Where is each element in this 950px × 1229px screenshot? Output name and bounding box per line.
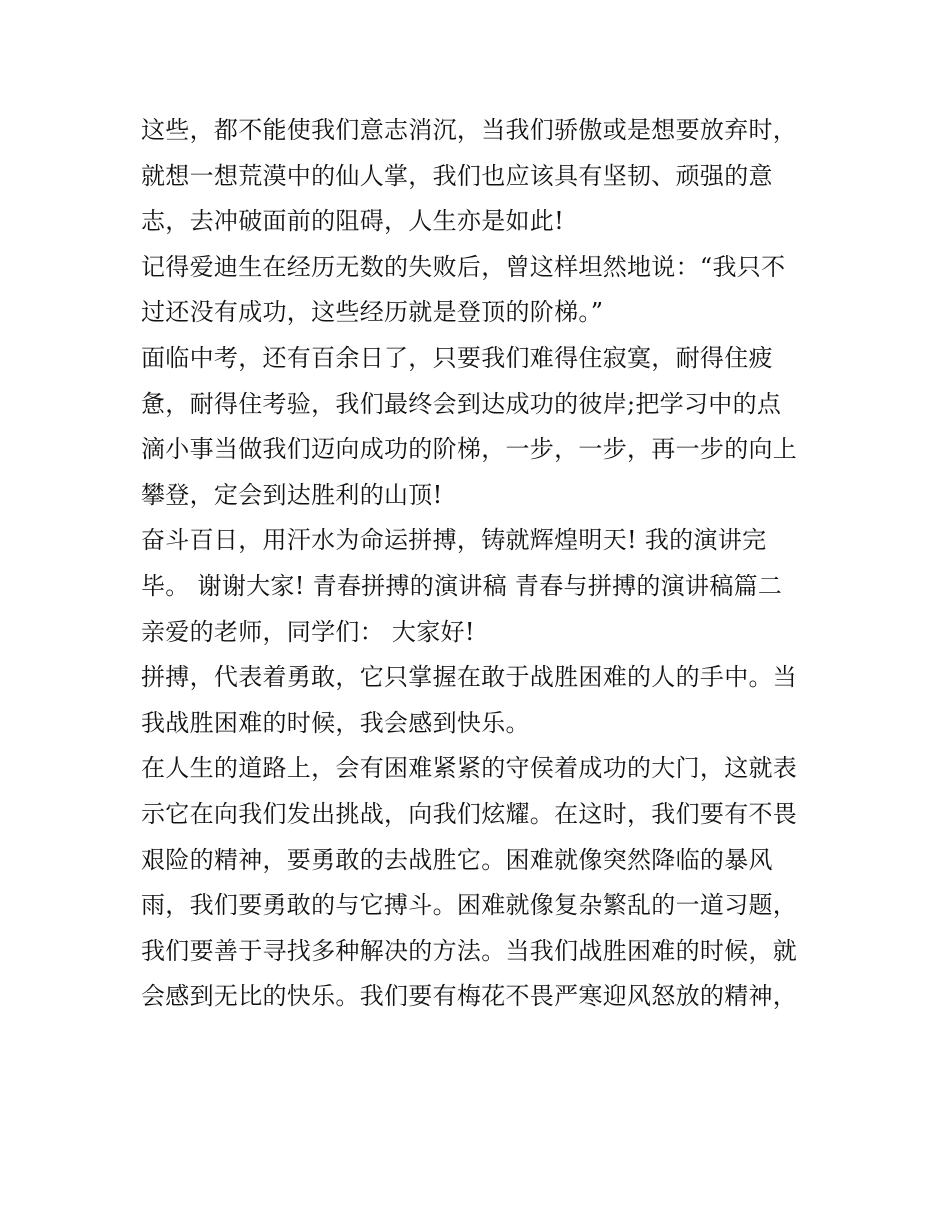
body-text	[141, 108, 821, 1020]
text-line: 在人生的道路上，会有困难紧紧的守侯着成功的大门，这就表	[141, 754, 798, 783]
text-line: 示它在向我们发出挑战，向我们炫耀。在这时，我们要有不畏	[141, 799, 798, 828]
text-line: 拼搏，代表着勇敢，它只掌握在敢于战胜困难的人的手中。当	[141, 663, 798, 692]
text-line: 惫，耐得住考验，我们最终会到达成功的彼岸;把学习中的点	[141, 389, 782, 418]
text-line: 滴小事当做我们迈向成功的阶梯，一步，一步，再一步的向上	[141, 435, 798, 464]
text-line: 过还没有成功，这些经历就是登顶的阶梯。”	[141, 298, 604, 327]
text-line: 雨，我们要勇敢的与它搏斗。困难就像复杂繁乱的一道习题，	[141, 891, 798, 920]
text-line: 我战胜困难的时候，我会感到快乐。	[141, 708, 530, 737]
text-line: 我们要善于寻找多种解决的方法。当我们战胜困难的时候，就	[141, 936, 798, 965]
text-line: 艰险的精神，要勇敢的去战胜它。困难就像突然降临的暴风	[141, 845, 773, 874]
text-line: 面临中考，还有百余日了，只要我们难得住寂寞，耐得住疲	[141, 343, 773, 372]
text-line: 攀登，定会到达胜利的山顶!	[141, 480, 443, 509]
text-line: 亲爱的老师，同学们： 大家好!	[141, 617, 475, 646]
text-line: 毕。 谢谢大家! 青春拼搏的演讲稿 青春与拼搏的演讲稿篇二	[141, 571, 783, 600]
text-line: 就想一想荒漠中的仙人掌，我们也应该具有坚韧、顽强的意	[141, 161, 773, 190]
text-line: 会感到无比的快乐。我们要有梅花不畏严寒迎风怒放的精神，	[141, 982, 798, 1011]
text-line: 奋斗百日，用汗水为命运拼搏，铸就辉煌明天! 我的演讲完	[141, 526, 767, 555]
text-line: 这些，都不能使我们意志消沉，当我们骄傲或是想要放弃时，	[141, 116, 798, 144]
text-line: 记得爱迪生在经历无数的失败后，曾这样坦然地说：“我只不	[141, 252, 786, 281]
text-line: 志，去冲破面前的阻碍，人生亦是如此!	[141, 207, 565, 236]
